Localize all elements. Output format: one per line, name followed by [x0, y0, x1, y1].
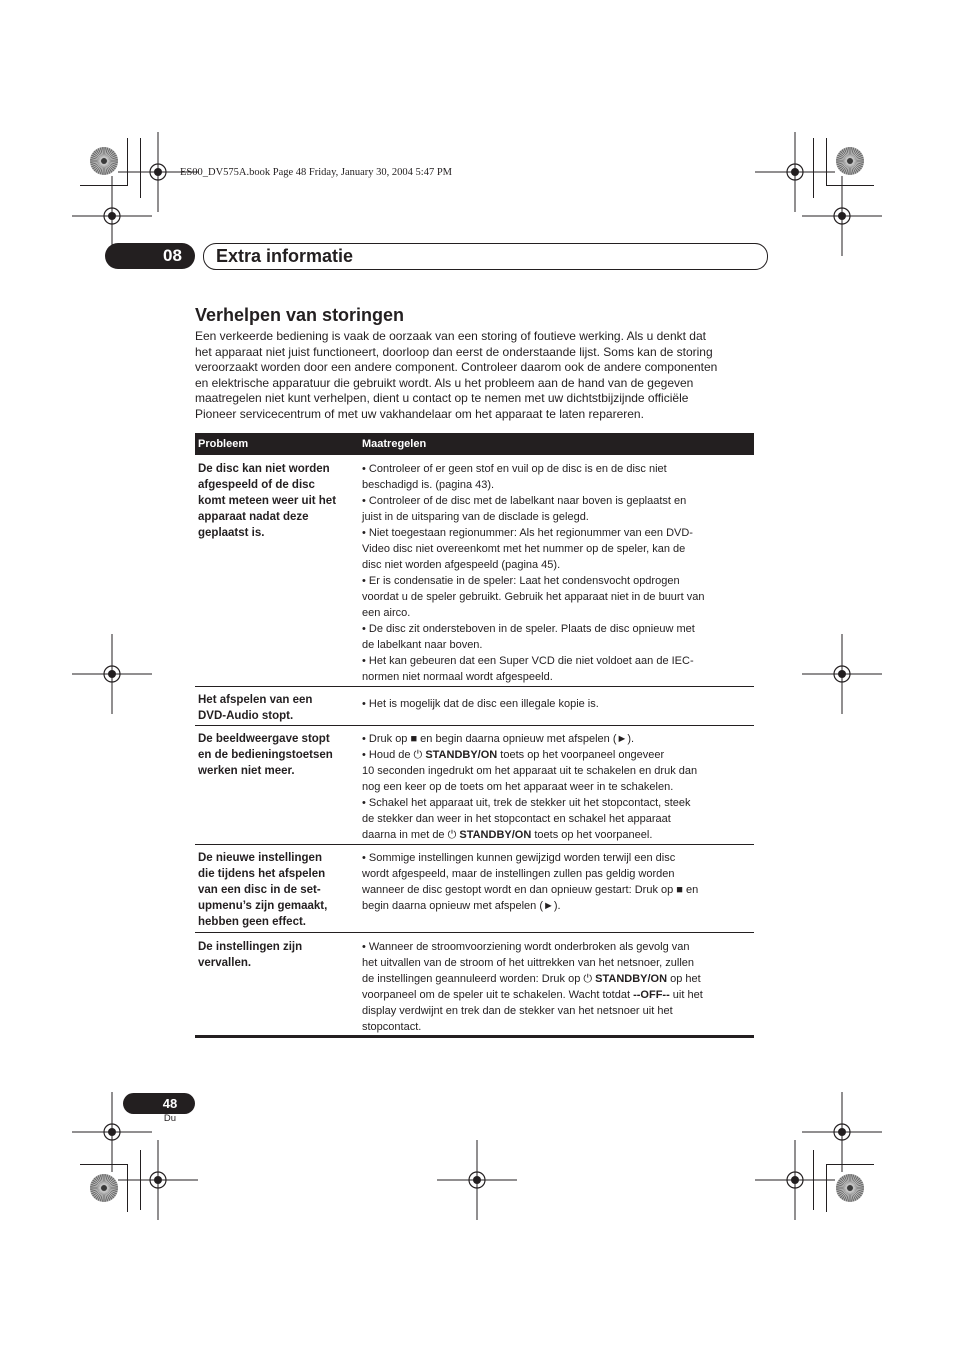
- problem-line: geplaatst is.: [198, 527, 265, 539]
- solution-cell: [362, 939, 754, 1035]
- header-problem: Probleem: [198, 438, 249, 450]
- intro-paragraph: [195, 329, 770, 422]
- problem-line: werken niet meer.: [198, 765, 295, 777]
- color-target-icon: [89, 1173, 119, 1203]
- problem-line: De instellingen zijn: [198, 941, 303, 953]
- solution-line: beschadigd is. (pagina 43).: [362, 479, 495, 491]
- table-row: [195, 455, 754, 687]
- table-row: [195, 845, 754, 933]
- problem-line: De nieuwe instellingen: [198, 852, 322, 864]
- solution-cell: [362, 461, 754, 685]
- file-header: ES00_DV575A.book Page 48 Friday, January 30, 2004 5:47 PM: [180, 167, 453, 178]
- registration-mark-icon: [437, 1140, 517, 1220]
- table-header: [195, 433, 754, 455]
- solution-line: voorpaneel om de speler uit te schakelen. Wacht totdat --OFF-- uit het: [362, 989, 703, 1001]
- solution-line: • Het kan gebeuren dat een Super VCD die niet voldoet aan de IEC-: [362, 655, 694, 667]
- section-title: Verhelpen van storingen: [195, 305, 405, 325]
- solution-line: • Niet toegestaan regionummer: Als het regionummer van een DVD-: [362, 527, 693, 539]
- page-number: 48: [162, 1096, 178, 1111]
- chapter-number: 08: [163, 246, 182, 265]
- solution-line: • Wanneer de stroomvoorziening wordt onderbroken als gevolg van: [362, 941, 690, 953]
- solution-line: • Controleer of de disc met de labelkant naar boven is geplaatst en: [362, 495, 687, 507]
- problem-line: Het afspelen van een: [198, 694, 313, 706]
- solution-line: • Sommige instellingen kunnen gewijzigd worden terwijl een disc: [362, 852, 676, 864]
- solution-line: display verdwijnt en trek dan de stekker van het netsnoer uit het: [362, 1005, 673, 1017]
- problem-cell: [198, 850, 358, 930]
- registration-mark-icon: [802, 634, 882, 714]
- crop-line: [127, 1164, 128, 1212]
- solution-cell: [362, 850, 754, 914]
- solution-line: • Druk op ■ en begin daarna opnieuw met afspelen (►).: [362, 733, 635, 745]
- solution-line: wanneer de disc gestopt wordt en dan opnieuw gestart: Druk op ■ en: [362, 884, 699, 896]
- solution-line: wordt afgespeeld, maar de instellingen zullen pas geldig worden: [362, 868, 675, 880]
- color-target-icon: [835, 1173, 865, 1203]
- solution-cell: [362, 696, 754, 712]
- solution-line: de stekker dan weer in het stopcontact en schakel het apparaat: [362, 813, 671, 825]
- solution-line: • Controleer of er geen stof en vuil op de disc is en de disc niet: [362, 463, 667, 475]
- page-language: Du: [163, 1113, 177, 1124]
- solution-line: het uitvallen van de stroom of het uittrekken van het netsnoer, zullen: [362, 957, 695, 969]
- troubleshooting-table: [195, 433, 754, 1038]
- solution-line: begin daarna opnieuw met afspelen (►).: [362, 900, 561, 912]
- crop-line: [80, 185, 128, 186]
- problem-line: afgespeeld of de disc: [198, 479, 315, 491]
- crop-line: [140, 1150, 141, 1210]
- problem-line: apparaat nadat deze: [198, 511, 309, 523]
- intro-line: en elektrische apparatuur die gebruikt wordt. Als u het probleem aan de hand van de gegeven: [195, 375, 694, 390]
- crop-line: [813, 138, 814, 198]
- crop-line: [826, 1164, 827, 1212]
- table-row: [195, 933, 754, 1038]
- table-row: [195, 687, 754, 726]
- crop-line: [826, 138, 827, 186]
- problem-line: die tijdens het afspelen: [198, 868, 326, 880]
- problem-line: van een disc in de set-: [198, 884, 321, 896]
- solution-line: juist in de uitsparing van de disclade is gelegd.: [362, 511, 589, 523]
- color-target-icon: [89, 146, 119, 176]
- intro-line: maatregelen niet kunt verhelpen, dient u contact op te nemen met uw dichtstbijzijnde officiële: [195, 391, 689, 405]
- problem-line: De disc kan niet worden: [198, 463, 330, 475]
- problem-line: hebben geen effect.: [198, 916, 306, 928]
- registration-mark-icon: [755, 1140, 835, 1220]
- solution-line: voordat u de speler gebruikt. Gebruik het apparaat niet in de buurt van: [362, 591, 705, 603]
- solution-line: stopcontact.: [362, 1021, 422, 1033]
- problem-cell: [198, 939, 358, 971]
- solution-line: • Houd de ⏻ STANDBY/ON toets op het voorpaneel ongeveer: [362, 749, 665, 761]
- crop-line: [826, 1164, 874, 1165]
- intro-line: het apparaat niet juist functioneert, doorloop dan eerst de onderstaande lijst. Soms kan de storing: [195, 344, 713, 359]
- problem-cell: [198, 692, 358, 724]
- solution-line: • Schakel het apparaat uit, trek de stekker uit het stopcontact, steek: [362, 797, 691, 809]
- solution-line: de instellingen geannuleerd worden: Druk op ⏻ STANDBY/ON op het: [362, 973, 701, 985]
- table-row: [195, 726, 754, 845]
- problem-cell: [198, 731, 358, 779]
- solution-line: nog een keer op de toets om het apparaat weer in te schakelen.: [362, 781, 674, 793]
- solution-line: disc niet worden afgespeeld (pagina 45).: [362, 559, 561, 571]
- crop-line: [80, 1164, 128, 1165]
- crop-line: [140, 138, 141, 198]
- color-target-icon: [835, 146, 865, 176]
- solution-line: daarna in met de ⏻ STANDBY/ON toets op het voorpaneel.: [362, 829, 653, 841]
- solution-line: de labelkant naar boven.: [362, 639, 483, 651]
- problem-line: DVD-Audio stopt.: [198, 710, 294, 722]
- problem-line: vervallen.: [198, 957, 252, 969]
- solution-line: normen niet normaal wordt afgespeeld.: [362, 671, 553, 683]
- registration-mark-icon: [118, 1140, 198, 1220]
- problem-line: komt meteen weer uit het: [198, 495, 337, 507]
- solution-cell: [362, 731, 754, 843]
- registration-mark-icon: [72, 634, 152, 714]
- crop-line: [826, 185, 874, 186]
- intro-line: veroorzaakt worden door een andere component. Controleer daarom ook de andere componenten: [195, 360, 718, 374]
- header-solution: Maatregelen: [362, 438, 427, 450]
- problem-cell: [198, 461, 358, 541]
- crop-line: [127, 138, 128, 186]
- solution-line: 10 seconden ingedrukt om het apparaat uit te schakelen en druk dan: [362, 765, 698, 777]
- problem-line: De beeldweergave stopt: [198, 733, 330, 745]
- intro-line: Een verkeerde bediening is vaak de oorzaak van een storing of foutieve werking. Als u denkt dat: [195, 329, 706, 343]
- solution-line: • Het is mogelijk dat de disc een illegale kopie is.: [362, 698, 599, 710]
- intro-line: Pioneer servicecentrum of met uw vakhandelaar om het apparaat te laten repareren.: [195, 406, 644, 421]
- solution-line: • Er is condensatie in de speler: Laat het condensvocht opdrogen: [362, 575, 680, 587]
- problem-line: upmenu’s zijn gemaakt,: [198, 900, 328, 912]
- chapter-title: Extra informatie: [216, 246, 354, 266]
- solution-line: Video disc niet overeenkomt met het nummer op de speler, kan de: [362, 543, 686, 555]
- crop-line: [813, 1150, 814, 1210]
- problem-line: en de bedieningstoetsen: [198, 749, 333, 761]
- solution-line: • De disc zit ondersteboven in de speler. Plaats de disc opnieuw met: [362, 623, 695, 635]
- registration-mark-icon: [802, 176, 882, 256]
- solution-line: een airco.: [362, 607, 411, 619]
